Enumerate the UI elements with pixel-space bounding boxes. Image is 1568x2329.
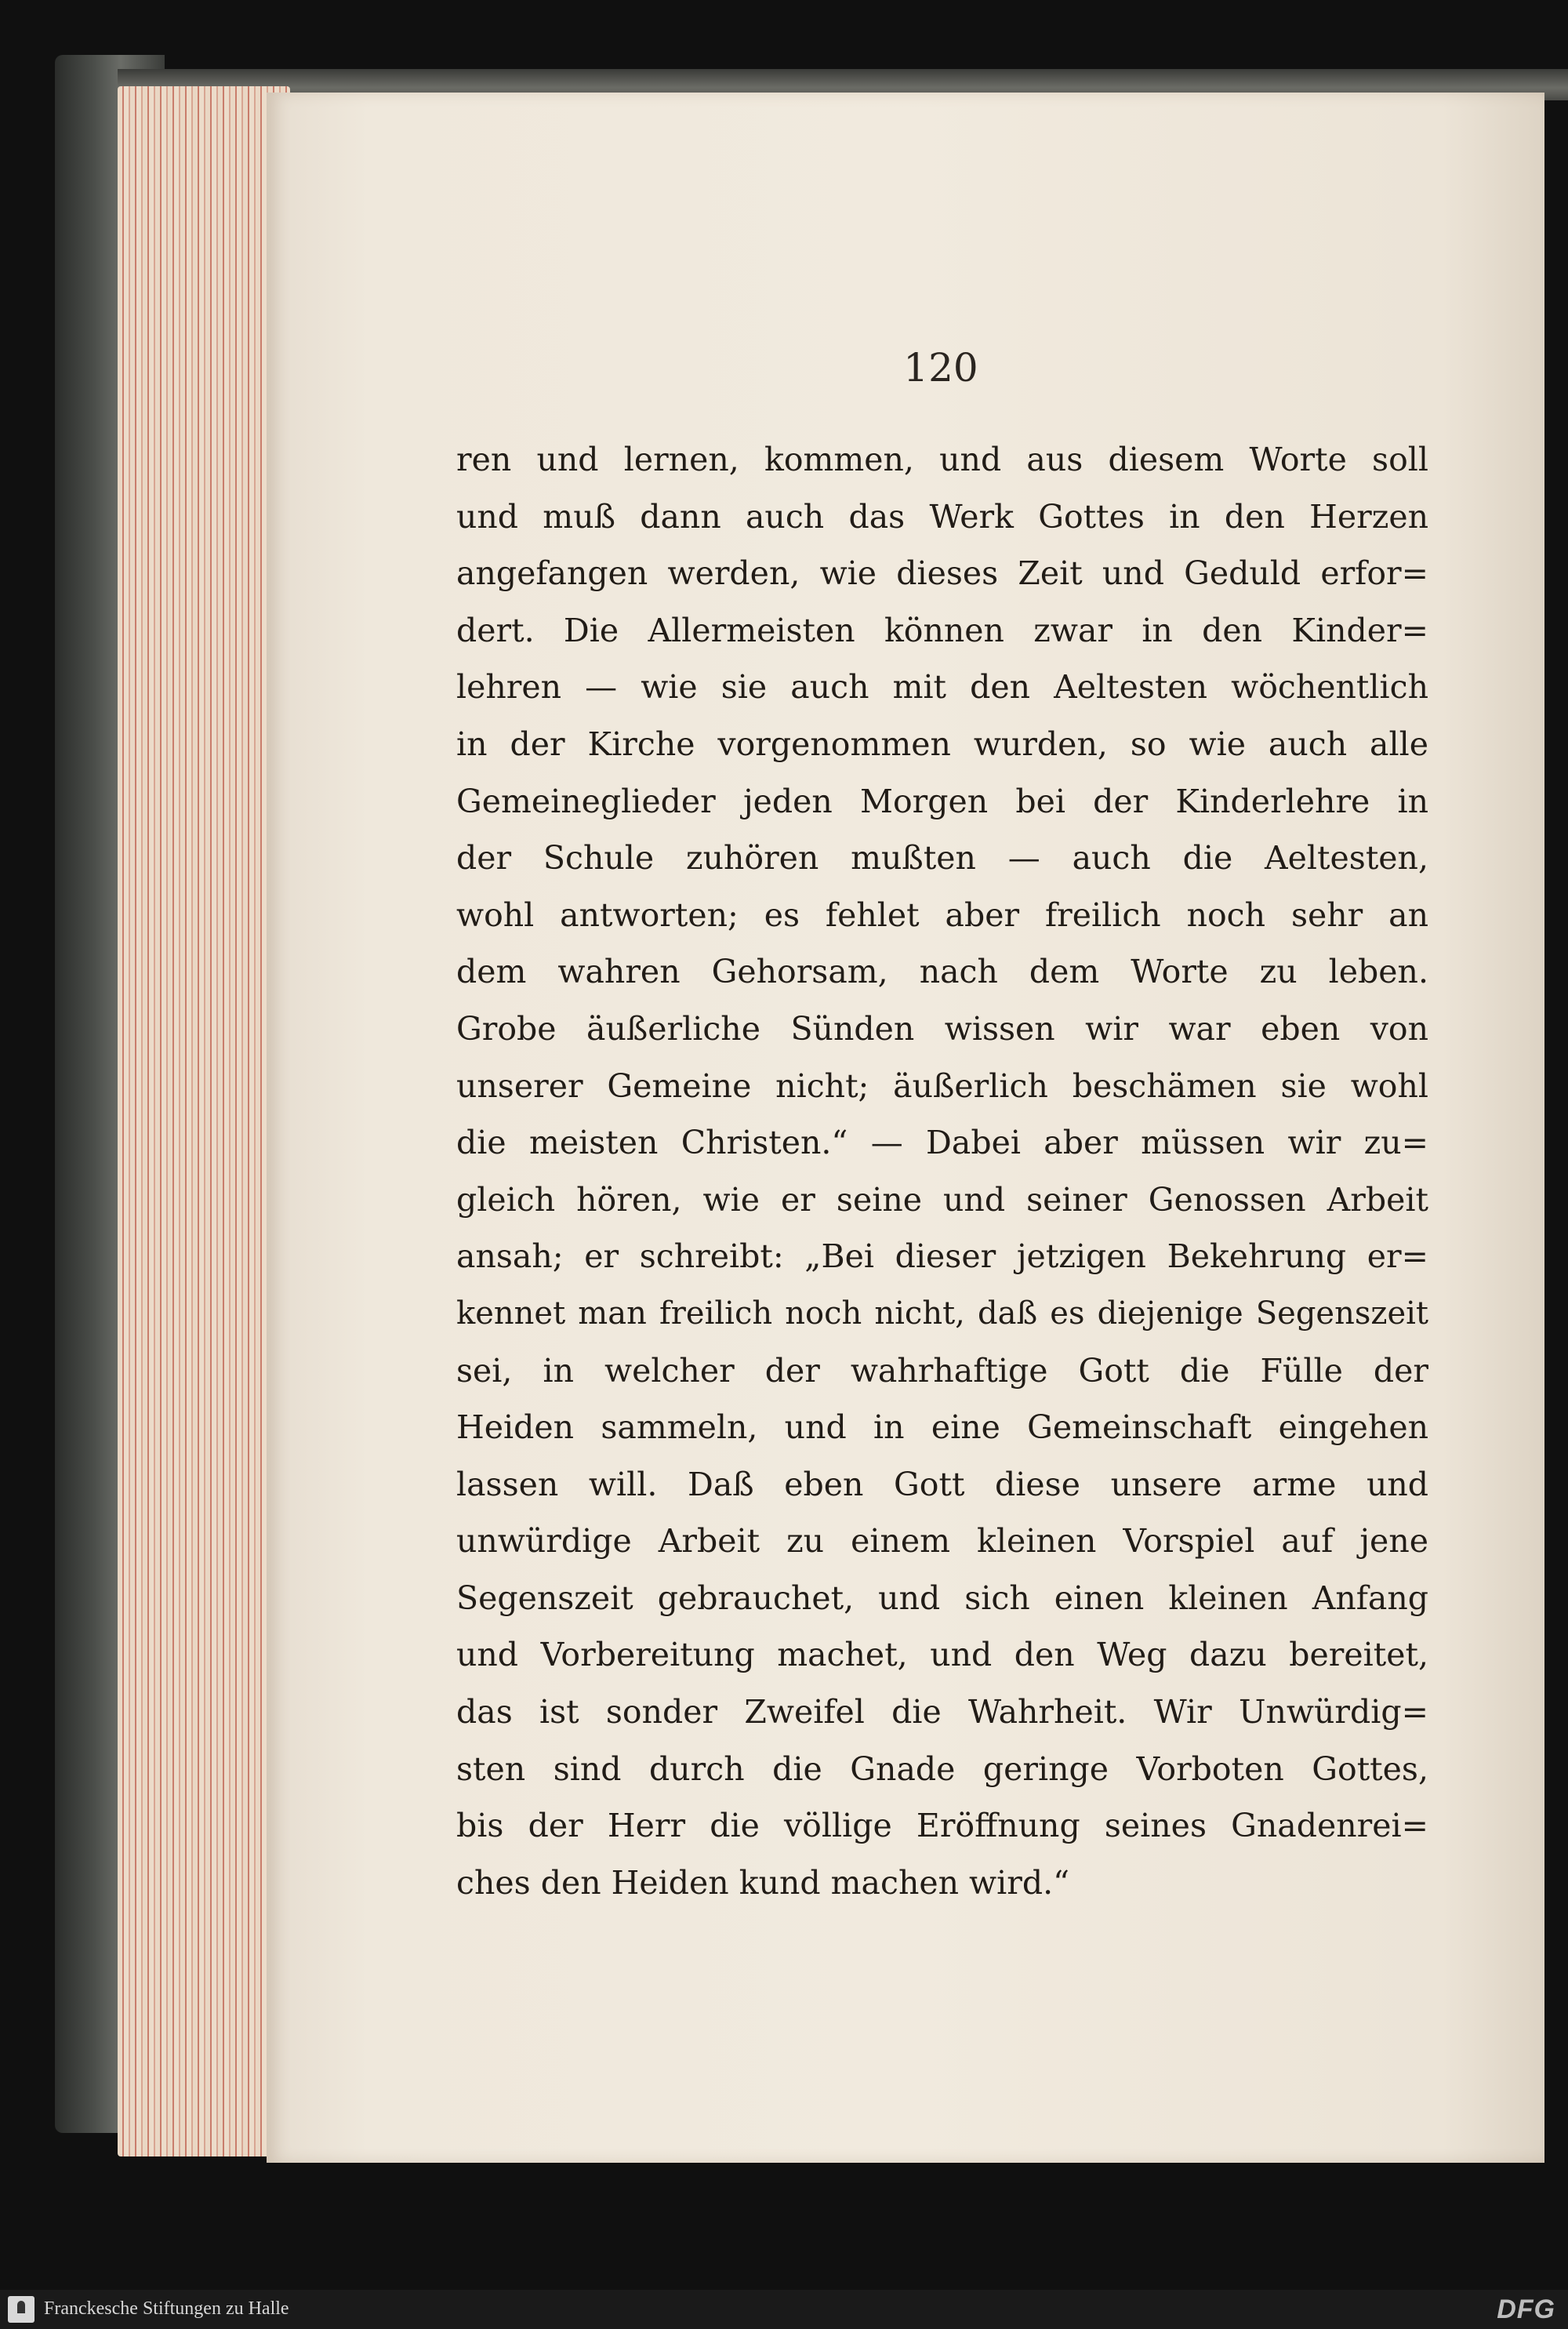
text-line: kennet man freilich noch nicht, daß es diejenige Segenszeit <box>456 1295 1428 1332</box>
page-stack-edge <box>118 86 290 2156</box>
text-line: Grobe äußerliche Sünden wissen wir war eben von <box>456 1009 1428 1048</box>
text-line: lehren — wie sie auch mit den Aeltesten wöchentlich <box>456 668 1428 707</box>
text-line: sei, in welcher der wahrhaftige Gott die Fülle der <box>456 1351 1428 1390</box>
viewer-footer <box>0 2290 1568 2329</box>
text-line: der Schule zuhören mußten — auch die Aeltesten, <box>456 839 1428 877</box>
text-line: angefangen werden, wie dieses Zeit und Geduld erfor= <box>456 554 1428 593</box>
text-line: ren und lernen, kommen, und aus diesem Worte soll <box>456 441 1428 478</box>
text-line: gleich hören, wie er seine und seiner Genossen Arbeit <box>456 1180 1428 1219</box>
text-line: lassen will. Daß eben Gott diese unsere arme und <box>456 1465 1428 1503</box>
page-number: 120 <box>903 345 978 391</box>
text-line: ches den Heiden kund machen wird.“ <box>456 1863 1070 1902</box>
text-line: das ist sonder Zweifel die Wahrheit. Wir Unwürdig= <box>456 1693 1428 1731</box>
text-line: und Vorbereitung machet, und den Weg dazu bereitet, <box>456 1636 1428 1674</box>
text-line: die meisten Christen.“ — Dabei aber müssen wir zu= <box>456 1124 1428 1162</box>
text-line: wohl antworten; es fehlet aber freilich noch sehr an <box>456 896 1428 934</box>
library-logo-icon <box>8 2296 34 2323</box>
text-line: in der Kirche vorgenommen wurden, so wie auch alle <box>456 725 1428 763</box>
text-line: unserer Gemeine nicht; äußerlich beschämen sie wohl <box>456 1066 1428 1105</box>
institution-label: Franckesche Stiftungen zu Halle <box>44 2298 289 2319</box>
dfg-logo: DFG <box>1497 2294 1555 2324</box>
text-line: ansah; er schreibt: „Bei dieser jetzigen Bekehrung er= <box>456 1237 1428 1276</box>
text-line: und muß dann auch das Werk Gottes in den Herzen <box>456 497 1428 536</box>
text-line: bis der Herr die völlige Eröffnung seines Gnadenrei= <box>456 1807 1428 1845</box>
text-line: dert. Die Allermeisten können zwar in den Kinder= <box>456 611 1428 649</box>
text-line: unwürdige Arbeit zu einem kleinen Vorspiel auf jene <box>456 1522 1428 1561</box>
text-line: sten sind durch die Gnade geringe Vorboten Gottes, <box>456 1749 1428 1788</box>
text-line: dem wahren Gehorsam, nach dem Worte zu leben. <box>456 953 1428 991</box>
text-line: Gemeineglieder jeden Morgen bei der Kinderlehre in <box>456 782 1428 820</box>
text-line: Segenszeit gebrauchet, und sich einen kleinen Anfang <box>456 1579 1428 1617</box>
page-text <box>456 431 1428 1911</box>
text-line: Heiden sammeln, und in eine Gemeinschaft eingehen <box>456 1408 1428 1447</box>
